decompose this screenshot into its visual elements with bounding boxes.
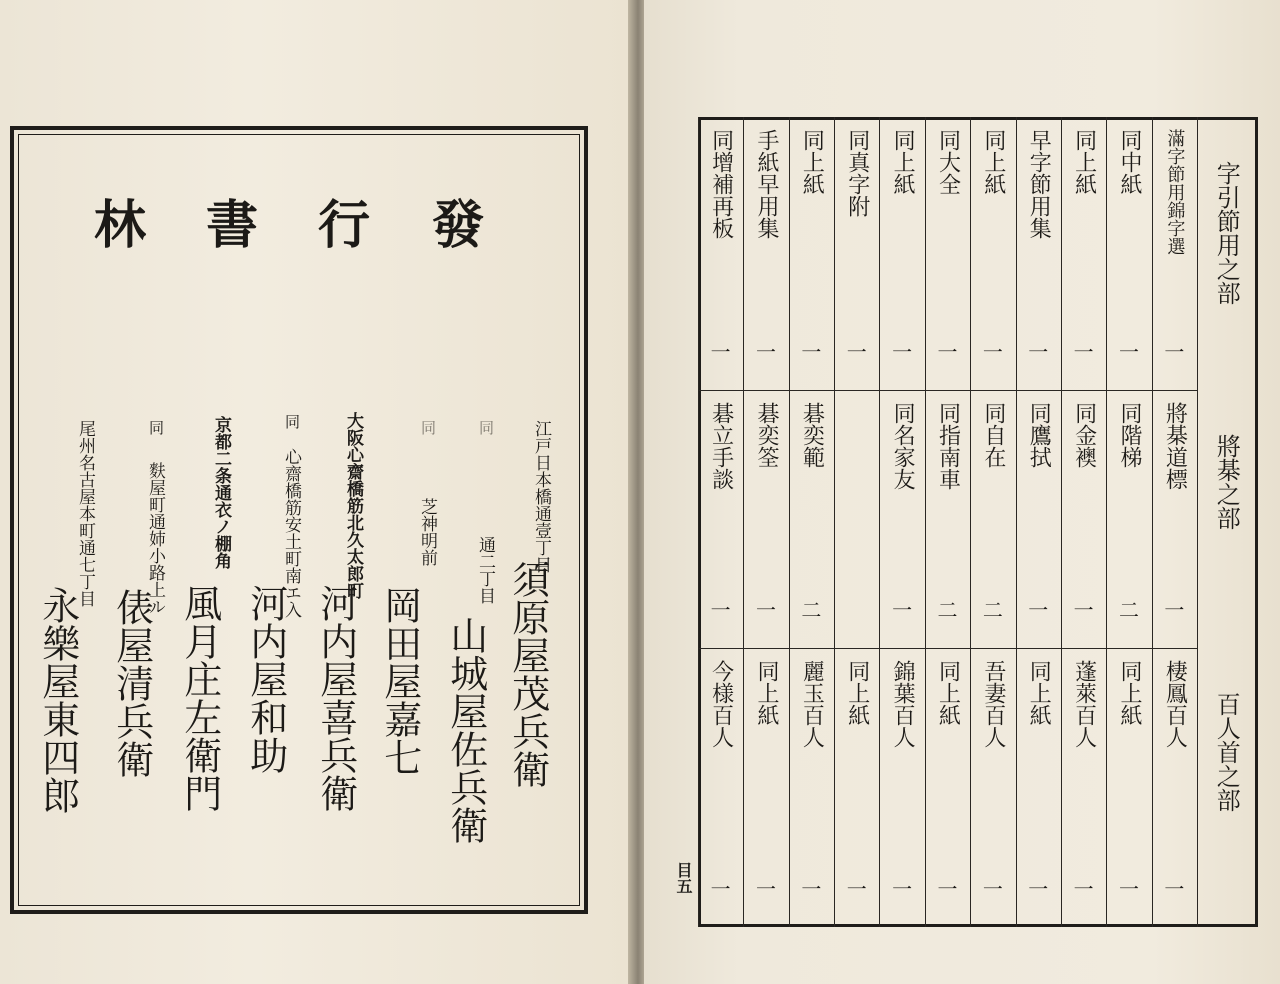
volume-count: 一	[982, 877, 1003, 901]
publisher-shop: 永樂屋東四郎	[35, 586, 80, 814]
index-entry-middle: 同名家友	[890, 402, 916, 490]
volume-count: 一	[1073, 877, 1094, 901]
index-entry-top: 同上紙	[799, 129, 825, 195]
index-entry-top: 同中紙	[1116, 129, 1142, 195]
index-entry-bottom: 同上紙	[1116, 660, 1142, 726]
left-page-colophon	[0, 0, 632, 984]
publisher-address: 大阪心齋橋筋北久太郎町	[343, 412, 363, 599]
column-rule	[925, 117, 926, 927]
index-entry-top: 同上紙	[890, 129, 916, 195]
colophon-title-char-2: 行	[318, 195, 371, 256]
index-entry-bottom: 同上紙	[1026, 660, 1052, 726]
volume-count: 一	[937, 877, 958, 901]
publisher-address: 京都二条通衣ノ棚角	[211, 416, 231, 569]
colophon-title-char-3: 書	[206, 195, 259, 256]
volume-count: 一	[1028, 598, 1049, 622]
publisher-shop: 河内屋和助	[243, 584, 288, 774]
column-rule	[1016, 117, 1017, 927]
volume-count: 一	[1164, 340, 1185, 364]
volume-count: 二	[982, 598, 1003, 622]
index-entry-bottom: 吾妻百人	[980, 660, 1006, 748]
index-entry-top: 同上紙	[980, 129, 1006, 195]
volume-count: 一	[710, 340, 731, 364]
volume-count: 一	[892, 877, 913, 901]
publisher-shop: 山城屋佐兵衛	[443, 616, 488, 844]
volume-count: 一	[756, 877, 777, 901]
publisher-address: 麩屋町通姉小路上ル	[145, 462, 165, 615]
index-entry-middle: 將棊道標	[1162, 402, 1188, 490]
volume-count: 一	[1118, 877, 1139, 901]
index-entry-middle: 碁奕範	[799, 402, 825, 468]
index-entry-top: 滿字節用錦字選	[1164, 129, 1186, 255]
volume-count: 二	[937, 598, 958, 622]
row-divider	[698, 648, 1197, 649]
index-entry-middle: 同鷹拭	[1026, 402, 1052, 468]
colophon-title-char-1: 發	[432, 195, 485, 256]
ditto-mark: 同	[477, 420, 495, 435]
ditto-mark: 同	[419, 420, 437, 435]
index-entry-middle: 同金襖	[1071, 402, 1097, 468]
publisher-shop: 河内屋喜兵衛	[313, 584, 358, 812]
volume-count: 一	[892, 598, 913, 622]
volume-count: 一	[937, 340, 958, 364]
column-rule	[1106, 117, 1107, 927]
publisher-address: 心齋橋筋安土町南エ入	[281, 448, 301, 618]
index-entry-bottom: 錦葉百人	[890, 660, 916, 748]
right-page-index	[644, 0, 1280, 984]
volume-count: 一	[1073, 340, 1094, 364]
page-number-label: 目五	[674, 862, 693, 894]
publisher-shop: 俵屋清兵衛	[109, 588, 154, 778]
ditto-mark: 同	[283, 414, 301, 429]
section-header-middle: 將棊之部	[1212, 434, 1241, 530]
index-entry-top: 同大全	[935, 129, 961, 195]
volume-count: 一	[756, 340, 777, 364]
volume-count: 一	[801, 877, 822, 901]
volume-count: 一	[982, 340, 1003, 364]
volume-count: 一	[1118, 340, 1139, 364]
publisher-shop: 風月庄左衛門	[177, 584, 222, 812]
volume-count: 一	[846, 340, 867, 364]
section-header-bottom: 百人首之部	[1212, 692, 1241, 812]
index-entry-middle: 同自在	[980, 402, 1006, 468]
volume-count: 一	[1164, 877, 1185, 901]
volume-count: 二	[1118, 598, 1139, 622]
publisher-address: 尾州名古屋本町通七丁目	[75, 420, 95, 607]
index-entry-top: 早字節用集	[1026, 129, 1052, 239]
index-entry-top: 手紙早用集	[754, 129, 780, 239]
index-entry-bottom: 同上紙	[754, 660, 780, 726]
volume-count: 一	[1028, 340, 1049, 364]
index-entry-top: 同真字附	[844, 129, 870, 217]
column-rule	[879, 117, 880, 927]
index-entry-bottom: 蓬萊百人	[1071, 660, 1097, 748]
index-entry-bottom: 同上紙	[844, 660, 870, 726]
column-rule	[698, 117, 699, 927]
row-divider	[698, 390, 1197, 391]
column-rule	[789, 117, 790, 927]
volume-count: 一	[756, 598, 777, 622]
publisher-address: 芝神明前	[417, 498, 437, 566]
index-entry-bottom: 麗玉百人	[799, 660, 825, 748]
volume-count: 一	[1028, 877, 1049, 901]
volume-count: 二	[801, 598, 822, 622]
index-entry-bottom: 同上紙	[935, 660, 961, 726]
index-entry-bottom: 棲鳳百人	[1162, 660, 1188, 748]
volume-count: 一	[1073, 598, 1094, 622]
index-entry-middle: 碁立手談	[708, 402, 734, 490]
publisher-address: 江戸日本橋通壹丁目	[531, 420, 551, 573]
index-entry-top: 同上紙	[1071, 129, 1097, 195]
volume-count: 一	[710, 877, 731, 901]
column-rule	[1197, 117, 1198, 927]
column-rule	[970, 117, 971, 927]
column-rule	[1152, 117, 1153, 927]
ditto-mark: 同	[147, 420, 165, 435]
publisher-address: 通二丁目	[475, 536, 495, 604]
volume-count: 一	[801, 340, 822, 364]
volume-count: 一	[846, 877, 867, 901]
index-entry-middle: 同指南車	[935, 402, 961, 490]
section-header-top: 字引節用之部	[1212, 161, 1241, 305]
index-entry-middle: 同階梯	[1116, 402, 1142, 468]
volume-count: 一	[710, 598, 731, 622]
index-entry-top: 同增補再板	[708, 129, 734, 239]
volume-count: 一	[1164, 598, 1185, 622]
volume-count: 一	[892, 340, 913, 364]
index-entry-bottom: 今様百人	[708, 660, 734, 748]
column-rule	[834, 117, 835, 927]
publisher-shop: 岡田屋嘉七	[377, 586, 422, 776]
index-entry-middle: 碁奕筌	[754, 402, 780, 468]
column-rule	[1061, 117, 1062, 927]
publisher-shop: 須原屋茂兵衛	[505, 560, 550, 788]
column-rule	[743, 117, 744, 927]
colophon-title-char-4: 林	[94, 195, 147, 256]
